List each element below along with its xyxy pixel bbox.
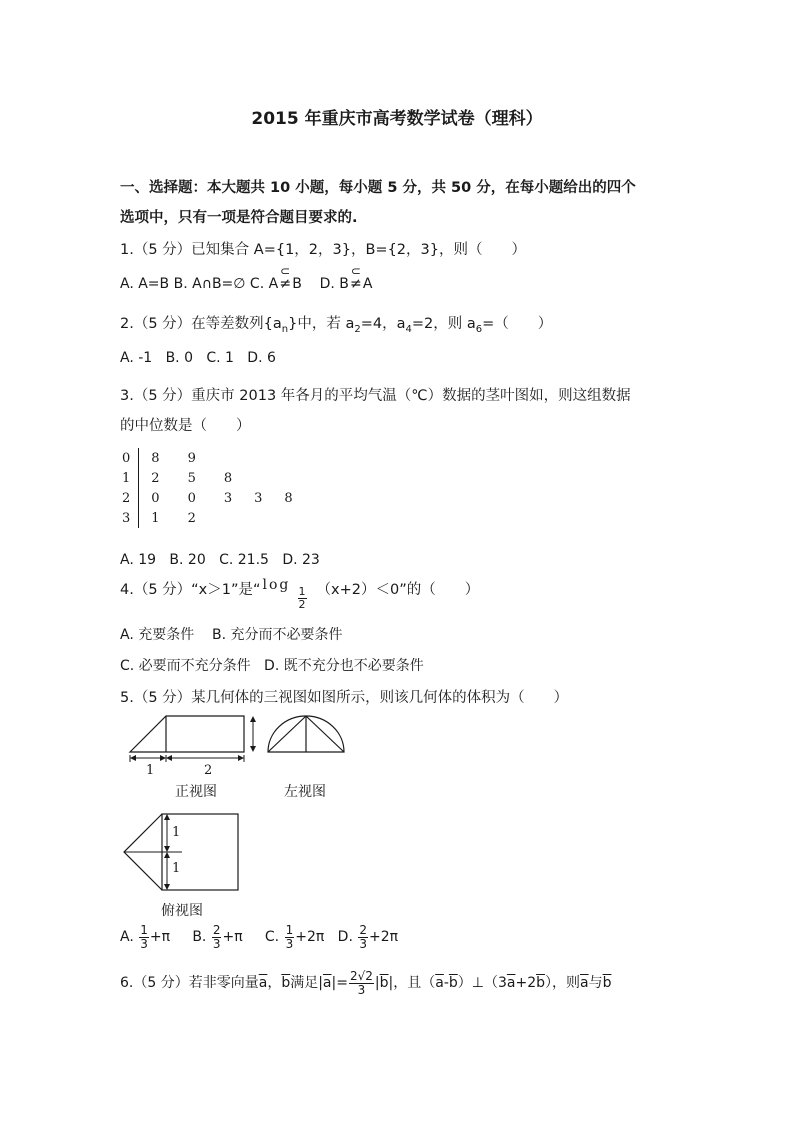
coefficient-fraction: $\frac{2√2}{3}$ (349, 968, 373, 997)
dimension-label-1: 1 (172, 825, 181, 840)
top-view-label: 俯视图 (161, 903, 203, 919)
leaf-value: 8 (223, 470, 233, 486)
q4-option-c: C. 必要而不充分条件 (120, 658, 251, 674)
arrow-right-icon (160, 755, 166, 761)
q2-option-a: A. -1 (120, 350, 153, 366)
question-3-stem-line1: 3.（5 分）重庆市 2013 年各月的平均气温（℃）数据的茎叶图如，则这组数据 (120, 388, 631, 404)
q4-option-b: B. 充分而不必要条件 (212, 627, 343, 643)
question-4-options-row1 (120, 624, 343, 644)
leaf-value: 2 (151, 470, 160, 486)
q2-option-d: D. 6 (247, 350, 276, 366)
q5-option-a: A. $\frac{1}{3}$ +π (120, 922, 171, 951)
leaf-value: 0 (151, 490, 160, 506)
question-5-options (120, 922, 398, 952)
q1-option-b: B. A∩B=∅ (173, 276, 246, 292)
leaf-value: 9 (187, 450, 196, 466)
neq-symbol: ≠ (350, 276, 362, 292)
stem-leaf-row (122, 488, 301, 508)
stem-value: 2 (122, 488, 139, 508)
arrow-down-icon (164, 884, 170, 890)
dimension-label-1: 1 (146, 763, 155, 778)
stem-value: 3 (122, 508, 139, 528)
left-view-diagram (264, 712, 348, 758)
q4-option-d: D. 既不充分也不必要条件 (264, 658, 424, 674)
neq-symbol: ≠ (279, 276, 292, 292)
dimension-label-1: 1 (172, 861, 181, 876)
question-1-stem: 1.（5 分）已知集合 A={1，2，3}，B={2，3}，则（ ） (120, 242, 526, 258)
stem-leaf-row (122, 468, 301, 488)
arrow-down-icon (164, 846, 170, 852)
arrow-up-icon (164, 852, 170, 858)
q5-option-b: B. $\frac{2}{3}$ +π (192, 922, 243, 951)
front-view-label: 正视图 (175, 784, 217, 800)
arrow-down-icon (250, 746, 256, 752)
front-view-outline (130, 716, 244, 752)
q2-option-b: B. 0 (165, 350, 193, 366)
subset-symbol: ⊂ (350, 264, 361, 278)
arrow-up-icon (164, 814, 170, 820)
q3-option-d: D. 23 (282, 552, 320, 568)
leaf-value: 1 (151, 510, 160, 526)
question-1-options (120, 264, 373, 292)
top-view-diagram (122, 810, 244, 894)
question-4-stem: 4.（5 分）“x＞1”是“ log $\frac{1}{2}$ （x+2）＜0”的（ ） (120, 577, 480, 611)
leaf-value: 8 (151, 450, 160, 466)
leaf-value: 3 (254, 490, 263, 506)
vector-a: $\overline{a}$ (258, 975, 268, 991)
q2-option-c: C. 1 (206, 350, 234, 366)
stem-value: 1 (122, 468, 139, 488)
page-title: 2015 年重庆市高考数学试卷（理科） (251, 109, 543, 129)
stem-leaf-row (122, 508, 301, 528)
question-6-stem: 6.（5 分）若非零向量$\overline{a}$，$\overline{b}$满足$|\overline{a}|=$ $\frac{2√2}{3}$ $|\overline{b}|$，且$(\overline{a}-\overline{b})\perp(3\overline{a}+2\overline{b})$，则$\overline{a}$与$\overline{b}$ (120, 968, 612, 997)
q3-option-c: C. 21.5 (219, 552, 269, 568)
left-view-label: 左视图 (284, 784, 326, 800)
question-3-options (120, 552, 320, 568)
section-heading-line2: 选项中，只有一项是符合题目要求的. (120, 210, 358, 226)
question-4-options-row2 (120, 655, 424, 675)
stem-leaf-row (122, 448, 301, 468)
q1-option-a: A. A=B (120, 276, 170, 292)
q5-option-d: D. $\frac{2}{3}$ +2π (337, 922, 399, 951)
stem-value: 0 (122, 448, 139, 468)
q1-option-d: D. B ⊂ ≠A (319, 264, 373, 292)
arrow-right-icon (238, 755, 244, 761)
q3-option-b: B. 20 (169, 552, 206, 568)
log-base-fraction: $\frac{1}{2}$ (298, 585, 306, 611)
q4-option-a: A. 充要条件 (120, 627, 195, 643)
front-view-diagram (124, 712, 264, 780)
leaf-value: 0 (187, 490, 196, 506)
arrow-left-icon (166, 755, 172, 761)
vector-b: $\overline{b}$ (281, 975, 291, 991)
leaf-value: 5 (187, 470, 196, 486)
dimension-label-2: 2 (204, 763, 213, 778)
question-2-stem: 2.（5 分）在等差数列$\{a_n\}$中，若 $a_2=4$，$a_4=2$，则 $a_6=$（ ） (120, 316, 553, 335)
question-5-stem: 5.（5 分）某几何体的三视图如图所示，则该几何体的体积为（ ） (120, 690, 569, 706)
q5-option-c: C. $\frac{1}{3}$ +2π (264, 922, 325, 951)
arrow-up-icon (250, 716, 256, 722)
q1-option-c: C. A ⊂ ≠B (249, 264, 302, 292)
question-3-stem-line2: 的中位数是（ ） (120, 418, 251, 434)
log-expression: log $\frac{1}{2}$ (262, 577, 306, 611)
stem-leaf-plot (122, 448, 301, 528)
q3-option-a: A. 19 (120, 552, 157, 568)
leaf-value: 3 (223, 490, 233, 506)
leaf-value: 2 (187, 510, 196, 526)
arrow-left-icon (130, 755, 136, 761)
leaf-value: 8 (284, 490, 293, 506)
section-heading-line1: 一、选择题：本大题共 10 小题，每小题 5 分，共 50 分，在每小题给出的四个 (120, 180, 636, 196)
subset-symbol: ⊂ (280, 264, 291, 278)
question-2-options (120, 350, 276, 366)
